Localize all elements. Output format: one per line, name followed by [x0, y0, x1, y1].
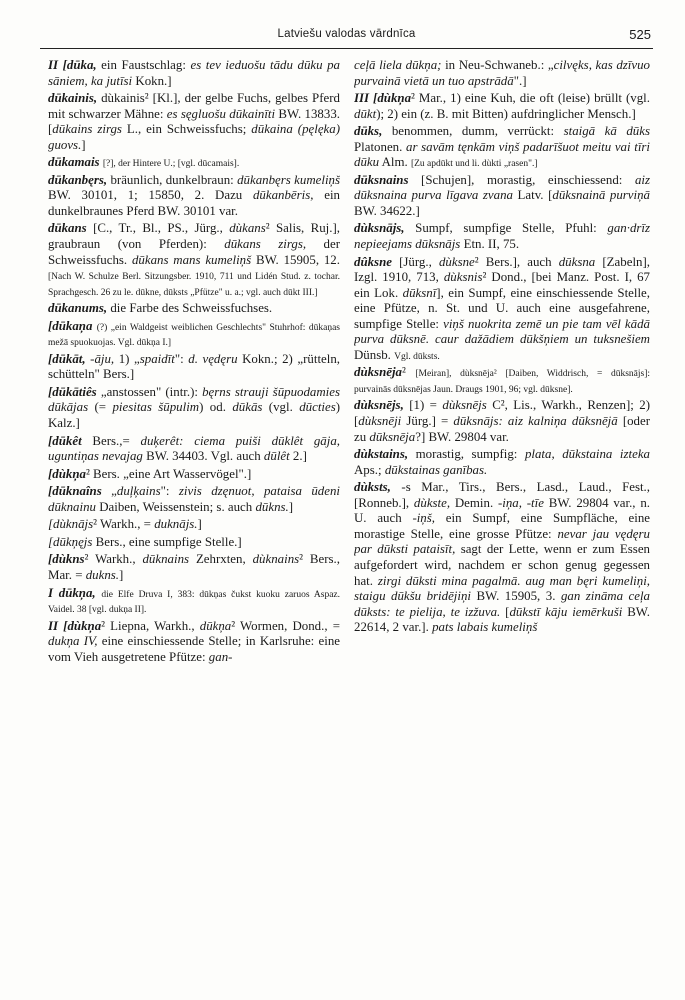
dictionary-entry	[48, 385, 340, 432]
entry-text: [Zu apdūkt und li. dùkti „rasen".]	[410, 159, 538, 170]
entry-headword: dūkanums,	[48, 301, 111, 316]
entry-text: Kokn.; 2) „rütteln, schütteln" Bers.]	[48, 351, 340, 382]
entry-headword: dūkainis,	[48, 91, 102, 106]
entry-text: die Farbe des Schweissfuchses.	[110, 301, 273, 316]
entry-text: Zehrxten,	[189, 552, 253, 567]
entry-text: BW. 34403. Vgl. auch	[142, 449, 264, 464]
entry-text: dūlêt	[263, 449, 290, 464]
dictionary-entry	[354, 58, 650, 89]
entry-text: ² Wormen, Dond., =	[231, 618, 340, 633]
entry-text: in Neu-Schwaneb.: „	[441, 58, 554, 72]
right-column	[354, 58, 650, 994]
entry-text: Platonen.	[354, 139, 406, 154]
entry-text: gan zināma ceļa dūksts: te pielija, te izžuva.	[354, 589, 650, 619]
entry-text: cilvęks, kas dzīvuo purvainā vietā un tuo apstrādā	[354, 58, 650, 88]
entry-text: ² Bers.], auch	[474, 254, 559, 269]
entry-text: dūkns.	[255, 499, 289, 514]
entry-text: dùkainis² [Kl.], der gelbe Fuchs, gelbes Pferd mit schwarzer Mähne:	[48, 91, 340, 121]
entry-headword: dùksnājs,	[354, 221, 416, 236]
entry-headword: II [dūka,	[48, 58, 102, 72]
entry-text: L., ein Schweissfuchs;	[121, 122, 252, 137]
entry-text: ² Salis, Ruj.], graubraun (von Pferden):	[48, 221, 340, 252]
entry-text: dūksnainā purviņā	[552, 188, 650, 203]
entry-text: BW. 22614, 2 var.].	[354, 604, 650, 635]
entry-headword: dùksnēja	[354, 365, 402, 380]
entry-text: [Nach W. Schulze Berl. Sitzungsber. 1910, 711 und Lidén Stud. z. tochar. Sprachgesch. 26 zu le. dūkne, dūksts „Pfütze" u. a.; vgl. auch dūkt III.]	[48, 272, 340, 298]
entry-text: ²	[402, 365, 416, 380]
entry-text: dùknains	[252, 552, 300, 567]
entry-text: dūksnēja	[369, 429, 416, 444]
dictionary-entry	[48, 467, 340, 483]
page-number: 525	[629, 27, 651, 42]
dictionary-entry	[48, 301, 340, 317]
entry-text: dūksnājs: aiz kalniņa dūksnējā	[453, 414, 618, 429]
entry-text: -iņa, -tīe	[497, 495, 544, 510]
entry-text: dūkt	[354, 106, 377, 121]
entry-text: dukns.	[85, 567, 119, 582]
entry-text: ² Bers. „eine Art Wasservögel".]	[85, 466, 252, 481]
dictionary-entry	[48, 586, 340, 617]
entry-text: (vgl.	[262, 400, 300, 415]
entry-text: dūkains zirgs	[52, 122, 122, 137]
entry-text: ² Liepna, Warkh.,	[101, 618, 200, 633]
entry-text: bräunlich, dunkelbraun:	[110, 172, 238, 187]
left-column	[48, 58, 340, 994]
entry-text: dùksne	[438, 254, 475, 269]
entry-headword: dūkanbęrs,	[48, 172, 111, 187]
entry-text: nevar jau vędęru par dūksti pataisīt,	[354, 526, 650, 557]
entry-headword: [dùkns	[48, 552, 85, 567]
dictionary-entry	[48, 91, 340, 153]
entry-headword: dūkamais	[48, 155, 103, 170]
entry-headword: II [dùkņa	[48, 618, 102, 633]
entry-headword: dûksne	[354, 254, 400, 269]
entry-text: -iņš,	[412, 511, 435, 526]
entry-text: Aps.;	[354, 462, 385, 477]
dictionary-entry	[354, 480, 650, 635]
entry-text: dùkans	[229, 221, 266, 236]
entry-text: Jürg.] =	[401, 414, 454, 429]
entry-text: Latv. [	[512, 188, 553, 203]
entry-text: viņš nuokrita zemē un pie tam vēl kādā purva dūksnē. caur dažādiem dūkšņiem un tuksnešiem	[354, 316, 650, 347]
entry-text: ".]	[513, 73, 527, 88]
entry-text: eine einschiessende Stelle; in Karlsruhe: eine vom Vieh ausgetretene Pfütze:	[48, 634, 340, 664]
entry-headword: [dūkaņa	[48, 318, 97, 333]
entry-text: ], ein Sumpf, eine einschiessende Stelle, eine Pfütze, n. St. und U. auch eine ausgefahrene, sumpfige Stelle:	[354, 285, 650, 331]
entry-text: [oder zu	[354, 414, 650, 444]
entry-text: es sęgluošu dūkainīti	[166, 106, 276, 121]
entry-text: ceļā liela dūkņa;	[354, 58, 442, 72]
dictionary-entry	[48, 221, 340, 299]
entry-text: BW. 15905, 12.	[251, 252, 340, 267]
entry-text: ":	[160, 484, 179, 499]
dictionary-entry	[48, 535, 340, 551]
entry-text: dūkās	[232, 400, 263, 415]
entry-text: aiz dūksnaina purva līgava zvana	[354, 172, 650, 203]
entry-headword: dūkans	[48, 221, 94, 236]
dictionary-entry	[354, 124, 650, 171]
entry-headword: [dūkātiês	[48, 384, 101, 399]
entry-text: dūkstainas ganības.	[384, 462, 488, 477]
entry-text: dūksna	[558, 254, 596, 269]
entry-text: ); 2) ein (z. B. mit Bitten) aufdringlicher Mensch.]	[376, 106, 636, 121]
entry-text: (=	[88, 400, 113, 415]
entry-text: duķerêt: ciema puiši dūklêt gāja, uguntiņas nevajag	[48, 433, 340, 464]
entry-text: ² Warkh.,	[84, 552, 143, 567]
dictionary-entry	[48, 619, 340, 666]
dictionary-entry	[48, 484, 340, 515]
dictionary-entry	[48, 319, 340, 350]
entry-text: Demin.	[450, 495, 498, 510]
dictionary-entry	[354, 173, 650, 220]
entry-text: dūkaina (pęlęka) guovs.	[48, 122, 340, 152]
entry-text: dūksnī	[402, 285, 437, 300]
entry-text: duknājs.	[154, 517, 198, 532]
entry-text: [	[500, 604, 510, 619]
entry-text: „anstossen" (intr.):	[100, 384, 203, 399]
entry-text: BW. 30101, 1; 15850, 2. Dazu	[48, 188, 253, 203]
running-title: Latviešu valodas vārdnīca	[277, 28, 416, 40]
entry-text: dūkanbēris,	[252, 188, 314, 203]
entry-text: Daiben, Weissenstein; s. auch	[95, 499, 256, 514]
entry-text: ein dunkelbraunes Pferd BW. 30101 var.	[48, 188, 340, 218]
dictionary-entry	[48, 434, 340, 465]
entry-text: (?) „ein Waldgeist weiblichen Geschlechts" Stuhrhof: dūkaņas mežā spuokuojas. Vgl. dūkņa I.]	[48, 322, 340, 349]
dictionary-entry	[48, 552, 340, 583]
entry-text: Bers.,=	[92, 433, 141, 448]
entry-text: BW. 34622.]	[354, 203, 420, 218]
entry-text: Bers., eine sumpfige Stelle.]	[92, 534, 242, 549]
entry-text: dūkanbęrs kumeliņš	[237, 172, 340, 187]
entry-text: Etn. II, 75.	[460, 237, 520, 252]
entry-text: ² Bers., Mar. =	[48, 552, 340, 582]
entry-text: benommen, dumm, verrückt:	[391, 124, 564, 139]
entry-headword: [dūkāt,	[48, 351, 91, 366]
entry-text: die Elfe Druva I, 383: dūkņas čukst kuoku zaruos Aspaz. Vaidel. 38 [vgl. dukņa II].	[48, 589, 340, 616]
entry-text: gan-	[208, 649, 233, 664]
entry-text: dūkans zirgs,	[224, 237, 307, 252]
entry-text: dūkans mans kumeliņš	[131, 252, 252, 267]
entry-text: ]	[119, 567, 124, 582]
entry-text: Kokn.]	[132, 73, 172, 88]
entry-text: [Zabeln], Izgl. 1910, 713,	[354, 254, 650, 285]
entry-text: ]	[81, 137, 86, 152]
entry-text: [1) =	[409, 398, 443, 413]
dictionary-entry	[48, 517, 340, 533]
entry-text: BW. 15905, 3.	[471, 589, 561, 604]
entry-text: piesitas šūpulim	[112, 400, 200, 415]
entry-text: duļķains	[116, 484, 161, 499]
entry-text: Dünsb.	[354, 347, 395, 362]
entry-headword: [dūknaîns	[48, 484, 112, 499]
entry-text: ) od.	[199, 400, 233, 415]
entry-headword: dùkstains,	[354, 447, 416, 462]
entry-text: zivis dzęnuot, pataisa ūdeni dūknainu	[48, 484, 340, 514]
entry-headword: dùksts,	[354, 480, 402, 495]
entry-text: dùkste,	[413, 495, 451, 510]
dictionary-entry	[48, 352, 340, 383]
entry-text: [dùknājs	[48, 517, 94, 532]
entry-text: dùksnis	[443, 270, 483, 285]
entry-text: plata, dūkstaina izteka	[524, 447, 650, 462]
entry-text: -s Mar., Tirs., Bers., Lasd., Laud., Fest., [Ronneb.],	[354, 480, 650, 510]
entry-text: d. vędęru	[188, 351, 238, 366]
entry-text: BW. 13833. [	[48, 106, 340, 137]
entry-headword: III [dùkņa	[354, 91, 412, 106]
entry-text: [C., Tr., Bl., PS., Jürg.,	[93, 221, 230, 236]
entry-text: ?] BW. 29804 var.	[415, 429, 509, 444]
dictionary-entry	[354, 91, 650, 122]
entry-text: ² Warkh., =	[93, 517, 155, 532]
entry-headword: dùksnējs,	[354, 398, 410, 413]
page-header	[40, 26, 653, 49]
entry-text: pats labais kumeliņš	[432, 620, 538, 635]
entry-headword: dūks,	[354, 124, 392, 139]
entry-text: dūkņa	[199, 618, 232, 633]
entry-text: staigā kā dūks	[563, 124, 650, 139]
entry-headword: [dūkêt	[48, 433, 93, 448]
entry-text: ) Kalz.]	[48, 400, 340, 431]
dictionary-entry	[354, 365, 650, 396]
entry-text: dūkstī kāju iemērkuši	[509, 604, 623, 619]
entry-text: sagt der Lette, wenn er zum Essen aufgefordert wird, nachdem er schon genug gegessen hat.	[354, 542, 650, 588]
entry-headword: [dùkņa	[48, 466, 86, 481]
entry-text: spaidīt	[139, 351, 175, 366]
entry-text: ² Mar., 1) eine Kuh, die oft (leise) brüllt (vgl.	[411, 91, 650, 106]
entry-text: ]	[197, 517, 202, 532]
entry-text: morastig, sumpfig:	[415, 447, 525, 462]
dictionary-entry	[48, 173, 340, 220]
entry-text: dūknains	[142, 552, 190, 567]
entry-headword: I dūkņa,	[48, 585, 102, 600]
entry-text: ein Sumpf, eine Sumpfläche, eine morastige Stelle, eine grosse Pfütze:	[354, 511, 650, 541]
entry-text: ]	[288, 499, 294, 514]
entry-text: Sumpf, sumpfige Stelle, Pfuhl:	[415, 221, 608, 236]
entry-text: zirgi dūksti mina pagalmā. aug man bęri kumeliņi, staigu dūkšu bridējiņi	[354, 573, 650, 604]
entry-text: ar savām tęnkām viņš padarīšuot meitu vai tīri dūku	[354, 139, 650, 170]
dictionary-entry	[354, 221, 650, 252]
entry-text: dūcties	[299, 400, 336, 415]
dictionary-entry	[354, 255, 650, 364]
entry-text: gan·drīz nepieejams dūksnājs	[354, 221, 650, 252]
entry-text: dùksnēji	[358, 414, 402, 429]
entry-text: Vgl. dūksts.	[394, 351, 440, 362]
entry-text: dukņa IV,	[48, 634, 98, 649]
entry-text: [Jürg.,	[399, 254, 439, 269]
entry-text: [dūkņęjs	[48, 534, 93, 549]
entry-text: -āju,	[90, 351, 119, 366]
entry-text: „	[111, 484, 117, 499]
entry-text: [Schujen], morastig, einschiessend:	[421, 172, 635, 187]
entry-text: es tev ieduošu tādu dūku pa sāniem, ka jutīsi	[48, 58, 340, 88]
dictionary-entry	[48, 155, 340, 171]
entry-text: ² Dond., [bei Manz. Post. I, 67 ein Lok.	[354, 270, 650, 300]
entry-text: 2.]	[289, 449, 307, 464]
entry-text: C², Lis., Warkh., Renzen]; 2) [	[354, 398, 650, 429]
entry-text: 1) „	[118, 351, 140, 366]
entry-headword: dūksnains	[354, 172, 422, 187]
entry-text: Alm.	[379, 155, 411, 170]
entry-text: ":	[174, 351, 189, 366]
dictionary-entry	[354, 398, 650, 445]
entry-text: BW. 29804 var., n. U. auch	[354, 495, 650, 526]
entry-text: [Meiran], dùksnēja² [Daiben, Widdrisch, = dūksnājs]: purvainās dūksnējas Jaun. Draugs 1901, 96; vgl. dūksne].	[354, 369, 650, 395]
entry-text: dùksnējs	[442, 398, 487, 413]
entry-text: bęrns strauji šūpuodamies dūkājas	[48, 384, 340, 415]
dictionary-entry	[48, 58, 340, 89]
entry-text: der Schweissfuchs.	[48, 237, 340, 267]
entry-text: ein Faustschlag:	[101, 58, 191, 72]
entry-text: [?], der Hintere U.; [vgl. dūcamais].	[102, 159, 240, 170]
dictionary-entry	[354, 447, 650, 478]
